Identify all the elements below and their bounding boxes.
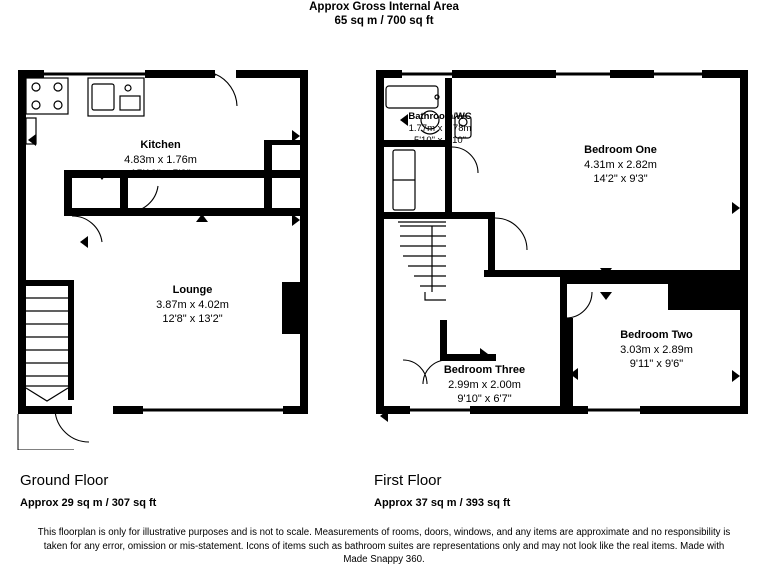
ground-floor-title: Ground Floor bbox=[20, 472, 109, 489]
room-dim-imperial: 9'11" x 9'6" bbox=[629, 358, 684, 370]
room-label-bedroom-three bbox=[392, 363, 577, 407]
room-name: Kitchen bbox=[140, 139, 181, 151]
room-name: Bedroom One bbox=[584, 144, 657, 156]
room-dim-metric: 4.83m x 1.76m bbox=[124, 153, 197, 166]
room-dim-imperial: 5'10" x 5'10" bbox=[413, 135, 467, 146]
room-dim-metric: 4.31m x 2.82m bbox=[584, 158, 657, 171]
first-floor-title: First Floor bbox=[374, 472, 442, 489]
room-dim-metric: 3.03m x 2.89m bbox=[620, 343, 693, 356]
room-name: Lounge bbox=[172, 284, 213, 296]
gross-area-title: Approx Gross Internal Area bbox=[309, 1, 459, 13]
room-label-bedroom-two bbox=[564, 328, 749, 372]
room-dim-metric: 1.77m x 1.78m bbox=[408, 123, 472, 134]
room-label-lounge bbox=[100, 283, 285, 327]
room-dim-imperial: 15'10" x 5'9" bbox=[130, 168, 191, 180]
room-label-kitchen bbox=[68, 138, 253, 182]
room-name: Bedroom Three bbox=[443, 364, 526, 376]
ground-floor-staircase bbox=[26, 298, 68, 401]
room-dim-metric: 3.87m x 4.02m bbox=[156, 298, 229, 311]
gross-area-value: 65 sq m / 700 sq ft bbox=[334, 15, 434, 27]
room-label-bedroom-one bbox=[528, 143, 713, 187]
room-dim-imperial: 9'10" x 6'7" bbox=[457, 393, 512, 405]
ground-floor-plan bbox=[18, 70, 308, 450]
ground-floor-area: Approx 29 sq m / 307 sq ft bbox=[20, 497, 157, 509]
gross-area-header bbox=[0, 0, 768, 28]
room-dim-imperial: 14'2" x 9'3" bbox=[593, 173, 648, 185]
room-name: Bedroom Two bbox=[620, 329, 693, 341]
disclaimer-text: This floorplan is only for illustrative purposes and is not to scale. Measurements of rooms, doors, windows, and any items are approximate and no responsibility is taken for any error, omission or mis-statement. Icons of items such as bathroom suites are representations only and may not look like the real items. Made with Made Snappy 360. bbox=[37, 527, 731, 565]
room-label-bathroom-wc bbox=[370, 111, 510, 147]
room-name: Bathroom/WC bbox=[408, 111, 472, 122]
kitchen-fixtures bbox=[26, 78, 144, 144]
room-dim-imperial: 12'8" x 13'2" bbox=[162, 313, 223, 325]
first-floor-staircase bbox=[398, 222, 446, 300]
ground-floor-doors bbox=[18, 74, 237, 450]
first-floor-area: Approx 37 sq m / 393 sq ft bbox=[374, 497, 511, 509]
floorplan-drawing bbox=[0, 30, 768, 450]
room-dim-metric: 2.99m x 2.00m bbox=[448, 378, 521, 391]
